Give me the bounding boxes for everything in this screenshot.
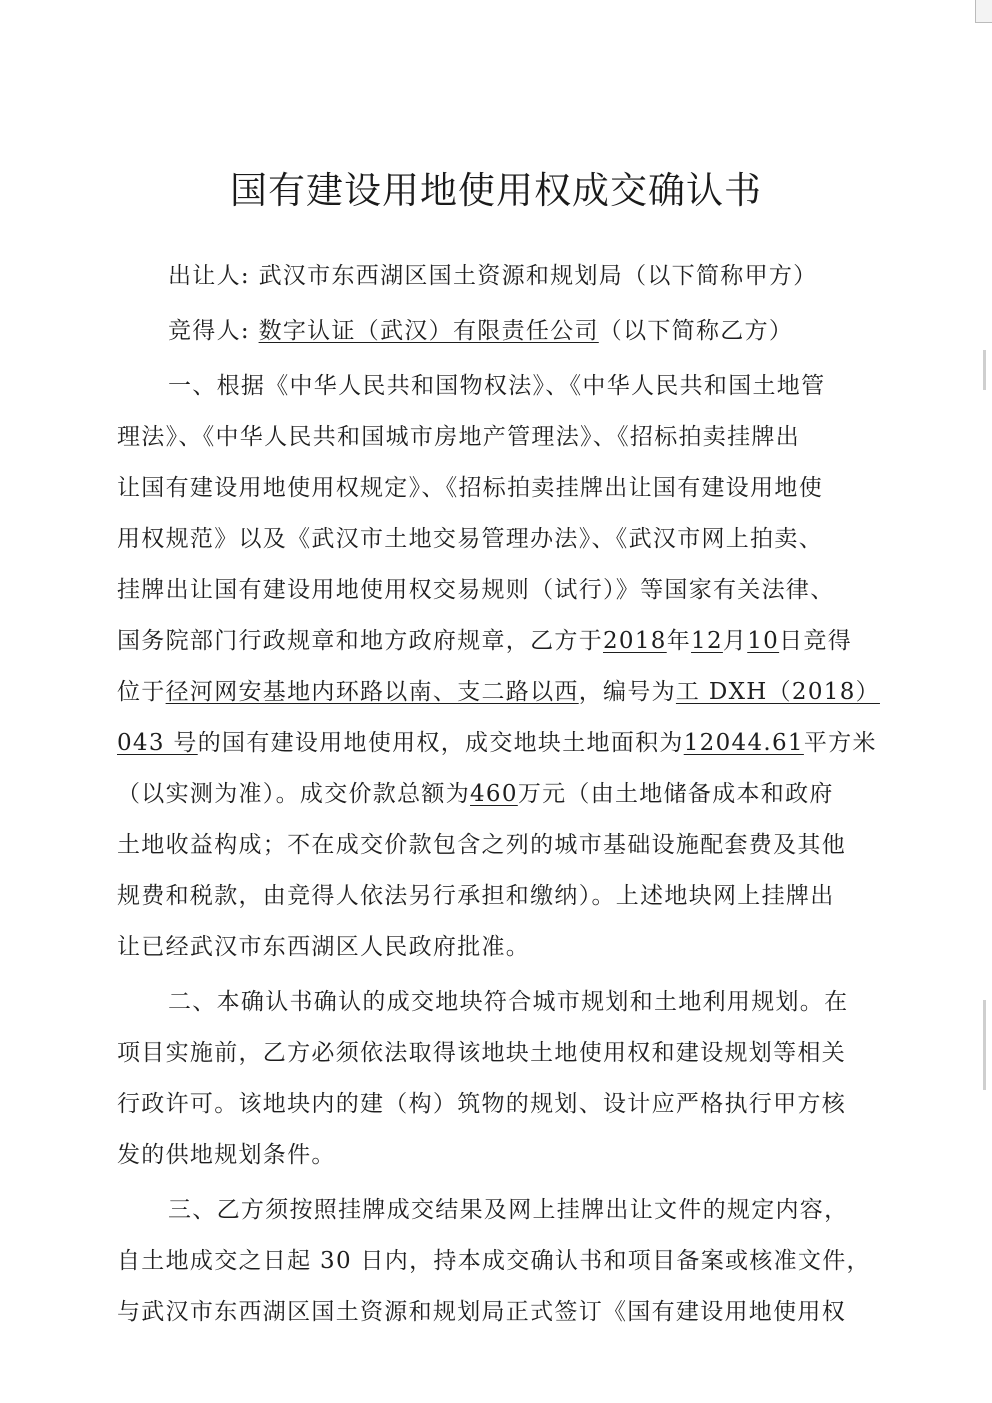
text-segment: 万元（由土地储备成本和政府 — [517, 781, 834, 807]
section2-line: 行政许可。该地块内的建（构）筑物的规划、设计应严格执行甲方核 — [117, 1091, 846, 1117]
section1-line: 土地收益构成；不在成交价款包含之列的城市基础设施配套费及其他 — [117, 832, 846, 858]
text-segment: ，编号为 — [578, 679, 676, 705]
transferor-suffix: （以下简称甲方） — [623, 263, 818, 289]
section1-line: 让国有建设用地使用权规定》、《招标拍卖挂牌出让国有建设用地使 — [117, 475, 823, 501]
deal-day: 10 — [747, 628, 780, 654]
parcel-number: 工 DXH（2018） — [675, 679, 880, 705]
scan-edge-mark — [983, 350, 986, 390]
section1-line: 一、根据《中华人民共和国物权法》、《中华人民共和国土地管 — [168, 373, 826, 399]
section2-line: 项目实施前，乙方必须依法取得该地块土地使用权和建设规划等相关 — [117, 1040, 846, 1066]
text-segment: 平方米 — [803, 730, 877, 756]
grantee-line — [168, 317, 928, 346]
text-segment: 的国有建设用地使用权，成交地块土地面积为 — [197, 730, 684, 756]
transferor-value: 武汉市东西湖区国土资源和规划局 — [258, 263, 624, 289]
transferor-label: 出让人: — [168, 263, 250, 289]
section3-line: 与武汉市东西湖区国土资源和规划局正式签订《国有建设用地使用权 — [117, 1299, 846, 1325]
section1-price-line — [117, 780, 877, 809]
scan-edge-mark — [983, 1000, 986, 1090]
text-segment: 日竞得 — [779, 628, 853, 654]
deal-month: 12 — [691, 628, 723, 654]
grantee-suffix: （以下简称乙方） — [598, 318, 794, 344]
deal-price: 460 — [470, 781, 518, 807]
text-segment: 位于 — [117, 679, 166, 705]
section2-line: 二、本确认书确认的成交地块符合城市规划和土地利用规划。在 — [168, 989, 849, 1015]
document-title: 国有建设用地使用权成交确认书 — [230, 169, 762, 212]
section1-line: 理法》、《中华人民共和国城市房地产管理法》、《招标拍卖挂牌出 — [117, 424, 800, 450]
land-area: 12044.61 — [683, 730, 804, 756]
section1-line: 用权规范》以及《武汉市土地交易管理办法》、《武汉市网上拍卖、 — [117, 526, 823, 552]
text-segment: 月 — [722, 628, 748, 654]
section2-line: 发的供地规划条件。 — [117, 1142, 336, 1168]
section1-line: 规费和税款，由竞得人依法另行承担和缴纳）。上述地块网上挂牌出 — [117, 883, 835, 909]
text-segment: 年 — [666, 628, 692, 654]
section1-line: 让已经武汉市东西湖区人民政府批准。 — [117, 934, 531, 960]
grantee-value: 数字认证（武汉）有限责任公司 — [258, 318, 599, 344]
section1-line: 挂牌出让国有建设用地使用权交易规则（试行）》等国家有关法律、 — [117, 577, 835, 603]
section1-date-line — [117, 627, 877, 656]
transferor-line — [168, 262, 928, 291]
deal-year: 2018 — [603, 628, 667, 654]
section1-location-line — [117, 678, 880, 707]
grantee-label: 竞得人: — [168, 318, 250, 344]
section3-line: 三、乙方须按照挂牌成交结果及网上挂牌出让文件的规定内容， — [168, 1197, 849, 1223]
section1-area-line — [117, 729, 877, 758]
text-segment: 国务院部门行政规章和地方政府规章，乙方于 — [117, 628, 603, 654]
page-corner-fold — [975, 0, 992, 23]
parcel-location: 径河网安基地内环路以南、支二路以西 — [165, 679, 579, 705]
text-segment: （以实测为准）。成交价款总额为 — [117, 781, 470, 807]
parcel-number-cont: 043 号 — [117, 730, 198, 756]
section3-line: 自土地成交之日起 30 日内，持本成交确认书和项目备案或核准文件， — [117, 1248, 871, 1274]
